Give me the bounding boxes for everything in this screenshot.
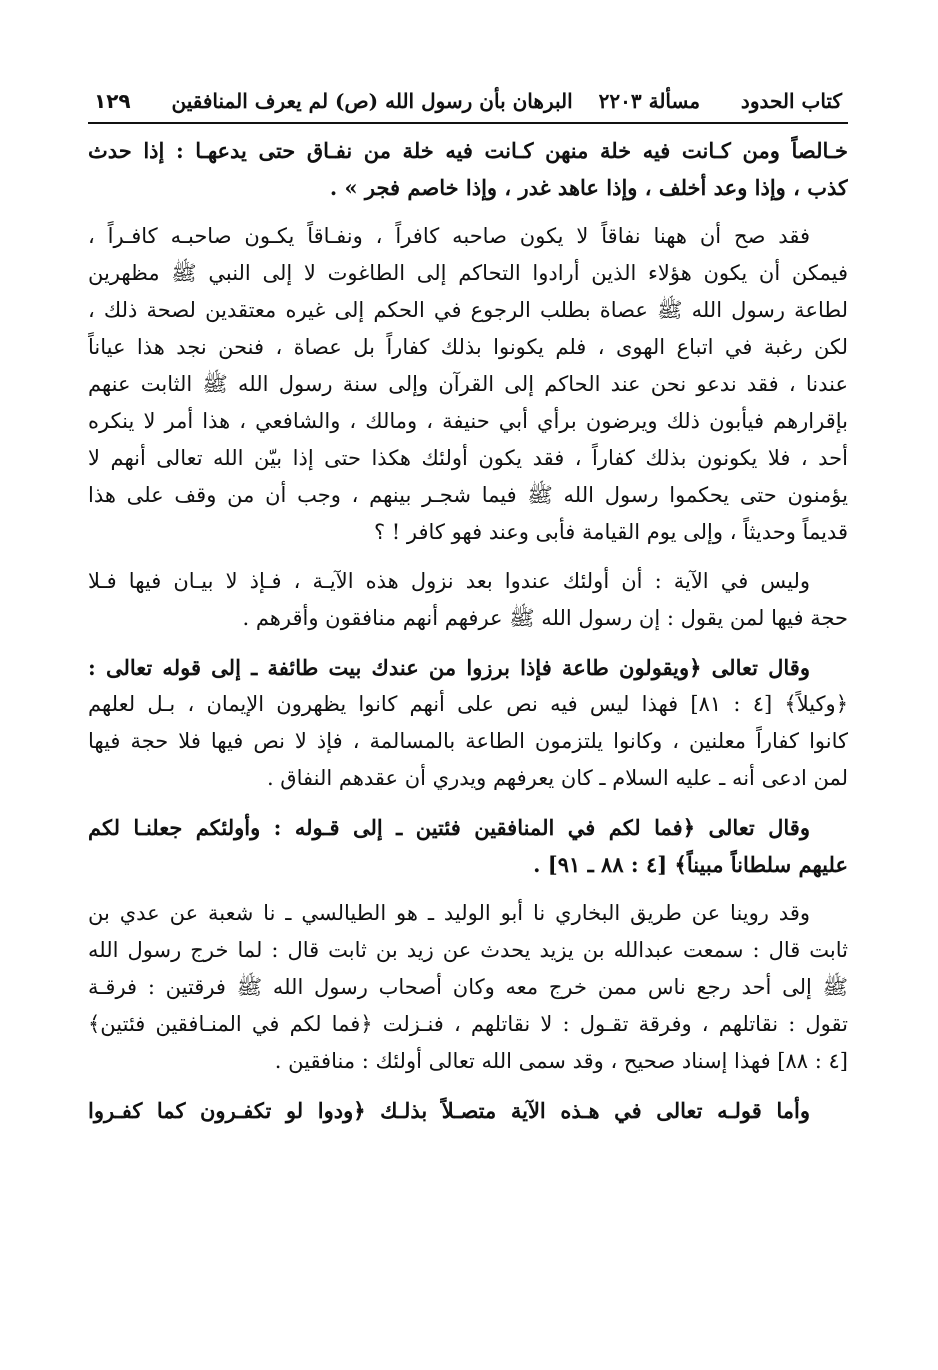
text-line: فقد صح أن ههنا نفاقاً لا يكون صاحبه كافراً ، ونفـاقاً يكـون صاحبـه كافـراً ، [88, 224, 810, 248]
header-topic: البرهان بأن رسول الله (ص) لم يعرف المنافقين [171, 89, 573, 113]
text-line: فيمكن أن يكون هؤلاء الذين أرادوا التحاكم إلى الطاغوت لا إلى النبي ﷺ مظهرين [88, 261, 848, 285]
body-text [88, 132, 848, 1129]
text-line: وقال تعالى ﴿ويقولون طاعة فإذا برزوا من عندك بيت طائفة ـ إلى قوله تعالى : [88, 655, 810, 680]
text-line: لطاعة رسول الله ﷺ عصاة بطلب الرجوع في الحكم إلى غيره معتقدين لصحة ذلك ، [88, 298, 848, 322]
text-line: [٤ : ٨٨] فهذا إسناد صحيح ، وقد سمى الله تعالى أولئك : منافقين . [274, 1049, 848, 1073]
text-line: لمن ادعى أنه ـ عليه السلام ـ كان يعرفهم ويدري أن عقدهم النفاق . [266, 766, 848, 790]
running-header [88, 84, 848, 124]
text-line: لكن رغبة في اتباع الهوى ، فلم يكونوا بذلك كفاراً بل عصاة ، فنحن نجد هذا عياناً [88, 335, 848, 359]
text-line: عندنا ، فقد ندعو نحن عند الحاكم إلى القرآن وإلى سنة رسول الله ﷺ الثابت عنهم [88, 372, 848, 396]
text-line: تقول : نقاتلهم ، وفرقة تقـول : لا نقاتلهم ، فنـزلت ﴿فما لكم في المنـافقين فئتين﴾ [88, 1012, 848, 1036]
paragraph [88, 649, 848, 797]
text-line: وأما قولـه تعالى في هـذه الآية متصـلاً بذلـك ﴿ودوا لو تكفـرون كما كفـروا [88, 1098, 810, 1123]
header-issue: مسألة ٢٢٠٣ [598, 89, 701, 113]
text-line: ثابت قال : سمعت عبدالله بن يزيد يحدث عن زيد بن ثابت قال : لما خرج رسول الله [88, 938, 848, 962]
text-line: ﴿وكيلاً﴾ [٤ : ٨١] فهذا ليس فيه نص على أنهم كانوا يظهرون الإيمان ، بـل لعلهم [88, 692, 848, 716]
paragraph [88, 895, 848, 1080]
text-line: وليس في الآية : أن أولئك عندوا بعد نزول هذه الآيـة ، فـإذ لا بيـان فيها فـلا [88, 569, 810, 593]
text-line: كانوا كفاراً معلنين ، وكانوا يلتزمون الطاعة بالمسالمة ، فإذ لا نص فيها فلا حجة فيها [88, 729, 848, 753]
text-line: قديماً وحديثاً ، وإلى يوم القيامة فأبى وعند فهو كافر ! ؟ [373, 520, 848, 544]
text-line: حجة فيها لمن يقول : إن رسول الله ﷺ عرفهم أنهم منافقون وأقرهم . [242, 606, 848, 630]
paragraph [88, 132, 848, 206]
text-line: يؤمنون حتى يحكموا رسول الله ﷺ فيما شجـر بينهم ، وجب أن من وقف على هذا [88, 483, 848, 507]
paragraph [88, 563, 848, 637]
page-number: ١٢٩ [94, 89, 131, 113]
paragraph [88, 1092, 848, 1129]
text-line: أحد ، فلا يكونون بذلك كفاراً ، فقد يكون أولئك هكذا حتى إذا بيّن الله تعالى أنهم لا [88, 446, 848, 470]
text-line: عليهم سلطاناً مبيناً﴾ [٤ : ٨٨ ـ ٩١] . [533, 852, 848, 877]
text-line: وقال تعالى ﴿فما لكم في المنافقين فئتين ـ إلى قـوله : وأولئكم جعلنـا لكم [88, 815, 810, 840]
text-line: وقد روينا عن طريق البخاري نا أبو الوليد ـ هو الطيالسي ـ نا شعبة عن عدي بن [88, 901, 810, 925]
text-line: ﷺ إلى أحد رجع ناس ممن خرج معه وكان أصحاب رسول الله ﷺ فرقتين : فرقـة [88, 975, 848, 999]
text-line: بإقرارهم فيأبون ذلك ويرضون برأي أبي حنيفة ، ومالك ، والشافعي ، هذا أمر لا ينكره [88, 409, 848, 433]
paragraph [88, 809, 848, 883]
header-book-title: كتاب الحدود [740, 89, 842, 113]
book-page [88, 84, 848, 1141]
header-middle [171, 84, 700, 118]
text-line: كذب ، وإذا وعد أخلف ، وإذا عاهد غدر ، وإذا خاصم فجر » . [329, 175, 848, 200]
text-line: خـالصاً ومن كـانت فيه خلة منهن كـانت فيه خلة من نفـاق حتى يدعهـا : إذا حدث [88, 138, 848, 163]
paragraph [88, 218, 848, 551]
